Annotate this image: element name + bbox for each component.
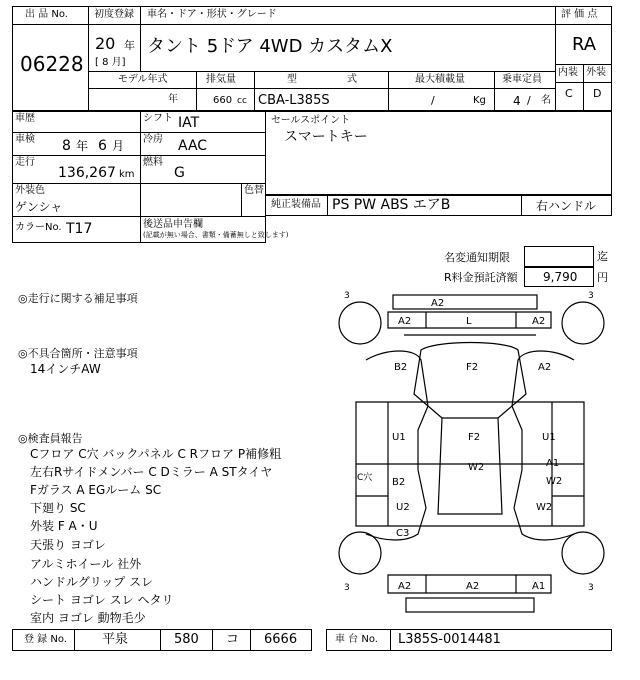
reg-area: 平泉 xyxy=(102,632,129,647)
chassis-label: 車 台 No. xyxy=(335,634,378,645)
capacity-unit: 名 xyxy=(541,95,551,106)
reg-number: 6666 xyxy=(264,632,298,647)
shift-value: IAT xyxy=(178,115,200,131)
inspection-year-unit: 年 xyxy=(76,139,89,153)
mail-note: (記載が無い場合、書類・備蓄無しと致します) xyxy=(143,231,289,239)
reg-no-label: 登 録 No. xyxy=(24,634,67,645)
mark-hood: F2 xyxy=(466,362,479,373)
color-no-label: カラーNo. xyxy=(15,222,62,233)
name-change-label: 名変通知期限 xyxy=(444,251,510,264)
rating-label: 評 価 点 xyxy=(561,9,598,20)
reg-kana: コ xyxy=(226,632,240,647)
first-reg-month: [ 8 月] xyxy=(95,57,126,68)
fuel-label: 燃料 xyxy=(143,157,163,168)
mark-front-right: A2 xyxy=(532,316,546,327)
stock-no-label: 出 品 No. xyxy=(25,9,68,20)
model-year-unit: 年 xyxy=(168,94,178,105)
mail-label: 後送品申告欄 xyxy=(143,219,203,230)
tire-rear-left-label: 3 xyxy=(344,583,350,593)
inspector-item: 室内 ヨゴレ 動物毛少 xyxy=(30,611,146,625)
mark-right-fender: A2 xyxy=(538,362,552,373)
ac-value: AAC xyxy=(178,138,208,154)
mark-left-front-door: U1 xyxy=(392,432,406,443)
mark-left-rear-door: B2 xyxy=(392,477,406,488)
mark-right-front-door: U1 xyxy=(542,432,556,443)
history-label: 車歴 xyxy=(15,113,35,124)
model-year-label: モデル年式 xyxy=(118,74,168,85)
mark-left-rear-side: C穴 xyxy=(357,473,373,483)
max-load-slash: / xyxy=(431,94,435,107)
fuel-value: G xyxy=(174,165,185,181)
color-change-label: 色替 xyxy=(244,185,264,196)
inspection-month: 6 xyxy=(98,138,107,154)
rating-value: RA xyxy=(572,34,597,55)
car-name-value: タント 5ドア 4WD カスタムX xyxy=(147,36,393,57)
stock-no-value: 06228 xyxy=(20,52,84,76)
defects-item: 14インチAW xyxy=(30,362,101,376)
ac-label: 冷房 xyxy=(143,134,163,145)
type-value: CBA-L385S xyxy=(258,93,330,108)
shift-label: シフト xyxy=(143,113,173,124)
mark-right-rear-door-w2: W2 xyxy=(546,476,563,487)
mileage-label: 走行 xyxy=(15,157,35,168)
mileage-unit: km xyxy=(119,169,135,180)
inspector-item: 左右Rサイドメンバー C Dミラー A STタイヤ xyxy=(30,465,273,479)
defects-title: ◎不具合箇所・注意事項 xyxy=(18,347,138,360)
inspection-year: 8 xyxy=(62,138,71,154)
name-change-field xyxy=(524,246,594,267)
mark-left-rear-fender: C3 xyxy=(396,528,410,539)
mark-rear-center: A2 xyxy=(466,581,480,592)
mark-front-left: A2 xyxy=(398,316,412,327)
inspector-item: アルミホイール 社外 xyxy=(30,557,142,571)
handle-value: 右ハンドル xyxy=(536,199,597,213)
mark-left-rocker: U2 xyxy=(396,502,410,513)
mileage-value: 136,267 xyxy=(58,165,116,181)
interior-value: C xyxy=(565,87,573,100)
mark-rear-right: A1 xyxy=(532,581,546,592)
inspector-item: Fガラス A EGルーム SC xyxy=(30,483,162,497)
type-label-2: 式 xyxy=(347,74,357,85)
mark-roof: W2 xyxy=(468,462,485,473)
type-label-1: 型 xyxy=(287,74,297,85)
interior-label: 内装 xyxy=(558,67,578,78)
tire-front-right-label: 3 xyxy=(588,291,594,301)
mark-left-fender: B2 xyxy=(394,362,408,373)
inspection-month-unit: 月 xyxy=(112,139,125,153)
color-no-value: T17 xyxy=(66,221,93,237)
supplement-title: ◎走行に関する補足事項 xyxy=(18,292,138,305)
capacity-slash: / xyxy=(527,94,531,107)
mark-right-rear-door-a1: A1 xyxy=(546,458,560,469)
max-load-unit: Kg xyxy=(473,95,486,106)
sales-point-value: スマートキー xyxy=(284,129,368,145)
mark-rear-left: A2 xyxy=(398,581,412,592)
displacement-unit: cc xyxy=(237,96,247,106)
inspector-item: ハンドルグリップ スレ xyxy=(30,575,154,589)
chassis-value: L385S-0014481 xyxy=(398,632,501,647)
color-label: 外装色 xyxy=(15,185,45,196)
inspection-label: 車検 xyxy=(15,134,35,145)
capacity-value: 4 xyxy=(513,94,521,108)
color-value: ゲンシャ xyxy=(15,200,63,214)
inspector-item: 外装 F A・U xyxy=(30,519,98,533)
capacity-label: 乗車定員 xyxy=(502,74,542,85)
recycle-value: 9,790 xyxy=(543,270,578,284)
mark-front-bumper: A2 xyxy=(431,298,445,309)
name-change-unit: 迄 xyxy=(597,250,608,263)
max-load-label: 最大積載量 xyxy=(415,74,465,85)
first-reg-label: 初度登録 xyxy=(94,9,134,20)
mark-right-rear-fender: W2 xyxy=(536,502,553,513)
displacement-label: 排気量 xyxy=(206,74,236,85)
inspector-title: ◎検査員報告 xyxy=(18,432,83,445)
reg-class: 580 xyxy=(174,632,199,647)
equipment-label: 純正装備品 xyxy=(271,199,321,210)
mark-windshield: F2 xyxy=(468,432,481,443)
recycle-label: R料金預託済額 xyxy=(444,271,518,284)
exterior-value: D xyxy=(593,87,602,100)
displacement-value: 660 xyxy=(213,95,233,106)
first-reg-year: 20 xyxy=(95,34,116,53)
inspector-item: 下廻り SC xyxy=(30,501,86,515)
tire-front-left-label: 3 xyxy=(344,291,350,301)
exterior-label: 外装 xyxy=(586,67,606,78)
first-reg-year-unit: 年 xyxy=(124,39,135,52)
car-damage-diagram xyxy=(326,290,612,630)
mark-front-center: L xyxy=(466,316,472,327)
inspector-item: 天張り ヨゴレ xyxy=(30,538,106,552)
inspector-item: シート ヨゴレ スレ ヘタリ xyxy=(30,593,174,607)
equipment-value: PS PW ABS エアB xyxy=(332,197,451,213)
sales-point-label: セールスポイント xyxy=(271,115,351,126)
tire-rear-right-label: 3 xyxy=(588,583,594,593)
inspector-item: Cフロア C穴 バックパネル C Rフロア P補修粗 xyxy=(30,447,282,461)
car-name-label: 車名・ドア・形状・グレード xyxy=(147,9,277,20)
recycle-unit: 円 xyxy=(597,271,608,284)
